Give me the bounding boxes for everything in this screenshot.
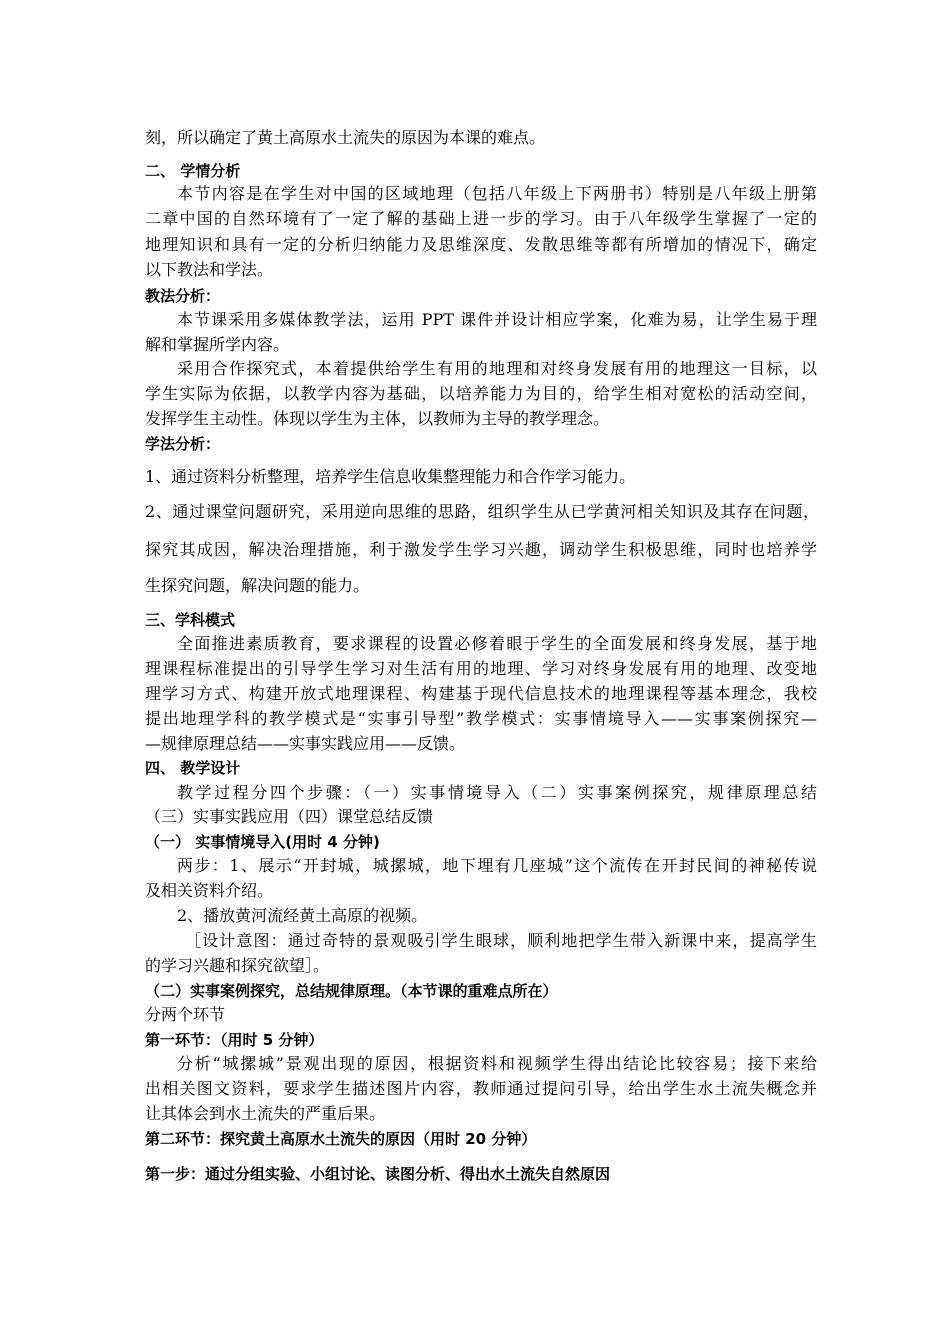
subsection-heading: 第一环节：（用时 5 分钟） bbox=[145, 1031, 324, 1049]
section-heading: 三、学科模式 bbox=[145, 611, 236, 629]
subsection-heading: 学法分析： bbox=[145, 435, 221, 453]
subsection-heading: 教法分析： bbox=[145, 287, 221, 305]
text-line: 理学习方式、构建开放式地理课程、构建基于现代信息技术的地理课程等基本理念，我校 bbox=[145, 684, 817, 703]
text-line: 本节课采用多媒体教学法，运用 PPT 课件并设计相应学案，化难为易，让学生易于理 bbox=[177, 310, 817, 329]
subsection-heading: （一） 实事情境导入(用时 4 分钟) bbox=[145, 833, 380, 851]
text-line: 刻，所以确定了黄土高原水土流失的原因为本课的难点。 bbox=[145, 128, 546, 147]
text-line: 生探究问题，解决问题的能力。 bbox=[145, 576, 370, 595]
text-line: 全面推进素质教育，要求课程的设置必修着眼于学生的全面发展和终身发展，基于地 bbox=[177, 634, 817, 653]
text-line: 分两个环节 bbox=[145, 1005, 226, 1024]
text-line: 的学习兴趣和探究欲望］。 bbox=[145, 956, 330, 975]
text-line: 采用合作探究式，本着提供给学生有用的地理和对终身发展有用的地理这一目标，以 bbox=[177, 359, 817, 378]
text-line: 探究其成因，解决治理措施，利于激发学生学习兴趣，调动学生积极思维，同时也培养学 bbox=[145, 540, 817, 559]
text-line: 以下教法和学法。 bbox=[145, 260, 274, 279]
section-heading: 二、 学情分析 bbox=[145, 162, 241, 180]
text-line: 让其体会到水土流失的严重后果。 bbox=[145, 1104, 386, 1123]
text-line: —规律原理总结——实事实践应用——反馈。 bbox=[145, 734, 466, 753]
text-line: 发挥学生主动性。体现以学生为主体，以教师为主导的教学理念。 bbox=[145, 409, 610, 428]
text-line: 2、播放黄河流经黄土高原的视频。 bbox=[177, 906, 428, 925]
text-line: 二章中国的自然环境有了一定了解的基础上进一步的学习。由于八年级学生掌握了一定的 bbox=[145, 209, 817, 228]
text-line: 地理知识和具有一定的分析归纳能力及思维深度、发散思维等都有所增加的情况下，确定 bbox=[145, 235, 817, 254]
section-heading: 四、 教学设计 bbox=[145, 759, 241, 777]
text-line: 提出地理学科的教学模式是“实事引导型”教学模式：实事情境导入——实事案例探究— bbox=[145, 709, 817, 728]
text-line: ［设计意图：通过奇特的景观吸引学生眼球，顺利地把学生带入新课中来，提高学生 bbox=[185, 931, 817, 950]
subsection-heading: 第二环节：探究黄土高原水土流失的原因（用时 20 分钟） bbox=[145, 1130, 537, 1148]
text-line: 1、通过资料分析整理，培养学生信息收集整理能力和合作学习能力。 bbox=[145, 467, 636, 486]
text-line: 2、通过课堂问题研究，采用逆向思维的思路，组织学生从已学黄河相关知识及其存在问题， bbox=[145, 502, 819, 521]
text-line: 分析“城摞城”景观出现的原因，根据资料和视频学生得出结论比较容易；接下来给 bbox=[177, 1054, 817, 1073]
text-line: （三）实事实践应用（四）课堂总结反馈 bbox=[145, 807, 434, 826]
text-line: 本节内容是在学生对中国的区域地理（包括八年级上下两册书）特别是八年级上册第 bbox=[177, 184, 817, 203]
text-line: 及相关资料介绍。 bbox=[145, 881, 274, 900]
text-line: 学生实际为依据，以教学内容为基础，以培养能力为目的，给学生相对宽松的活动空间， bbox=[145, 384, 817, 403]
text-line: 解和掌握所学内容。 bbox=[145, 335, 290, 354]
text-line: 理课程标准提出的引导学生学习对生活有用的地理、学习对终身发展有用的地理、改变地 bbox=[145, 659, 817, 678]
text-line: 出相关图文资料，要求学生描述图片内容，教师通过提问引导，给出学生水土流失概念并 bbox=[145, 1079, 817, 1098]
subsection-heading: （二）实事案例探究，总结规律原理。（本节课的重难点所在） bbox=[145, 982, 558, 1000]
text-line: 两步：1、展示“开封城，城摞城，地下埋有几座城”这个流传在开封民间的神秘传说 bbox=[177, 856, 817, 875]
subsection-heading: 第一步：通过分组实验、小组讨论、读图分析、得出水土流失自然原因 bbox=[145, 1165, 611, 1183]
text-line: 教学过程分四个步骤：（一）实事情境导入（二）实事案例探究，规律原理总结 bbox=[177, 783, 817, 802]
